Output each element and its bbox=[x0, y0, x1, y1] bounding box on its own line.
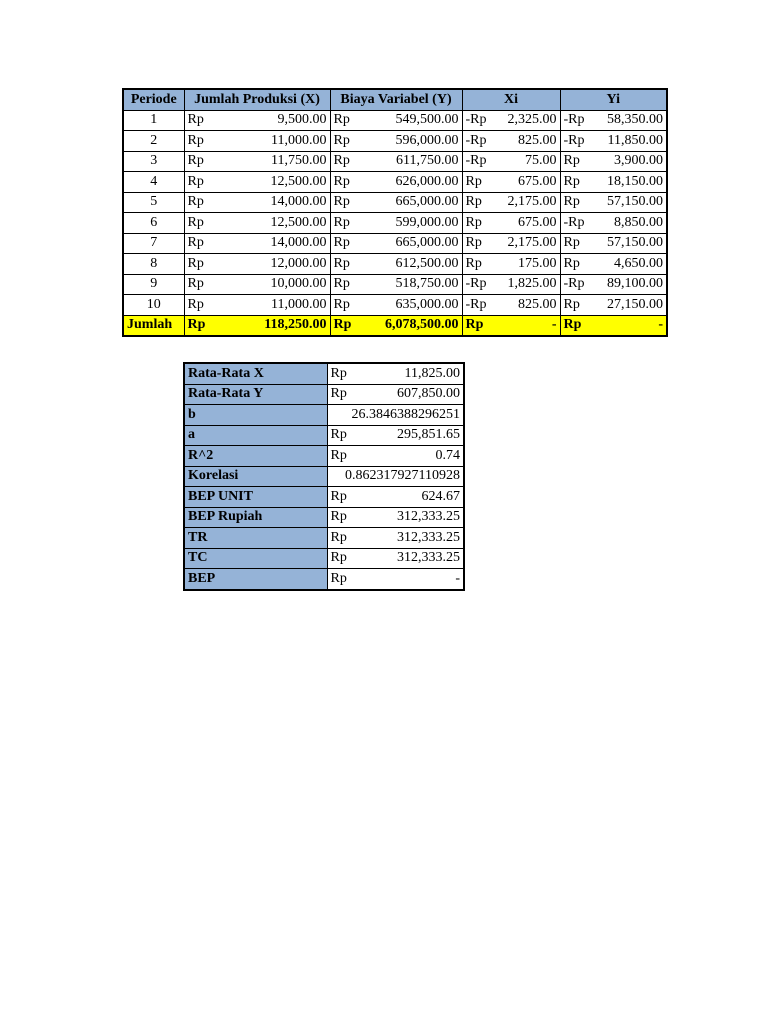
cell-xi-cur: Rp bbox=[462, 172, 492, 193]
cell-y-val: 549,500.00 bbox=[358, 110, 462, 131]
cell-y-val: 665,000.00 bbox=[358, 233, 462, 254]
summary-currency: Rp bbox=[327, 425, 357, 446]
cell-y-cur: Rp bbox=[330, 295, 358, 316]
cell-x-cur: Rp bbox=[184, 131, 212, 152]
summary-row bbox=[184, 425, 464, 446]
summary-currency: Rp bbox=[327, 363, 357, 384]
table-row bbox=[123, 254, 667, 275]
cell-yi-val: 27,150.00 bbox=[590, 295, 667, 316]
table-row bbox=[123, 213, 667, 234]
summary-currency: Rp bbox=[327, 507, 357, 528]
cell-xi-val: 2,175.00 bbox=[492, 192, 560, 213]
header-periode: Periode bbox=[123, 89, 184, 110]
summary-currency: Rp bbox=[327, 446, 357, 467]
total-x-cur: Rp bbox=[184, 315, 212, 336]
header-biaya-variabel: Biaya Variabel (Y) bbox=[330, 89, 462, 110]
summary-label: Rata-Rata X bbox=[184, 363, 327, 384]
summary-value: 312,333.25 bbox=[357, 528, 464, 549]
cell-xi-cur: -Rp bbox=[462, 110, 492, 131]
cell-xi-cur: Rp bbox=[462, 192, 492, 213]
summary-label: BEP Rupiah bbox=[184, 507, 327, 528]
cell-yi-cur: Rp bbox=[560, 233, 590, 254]
cell-xi-cur: -Rp bbox=[462, 151, 492, 172]
total-label: Jumlah bbox=[123, 315, 184, 336]
summary-row bbox=[184, 384, 464, 405]
cell-x-cur: Rp bbox=[184, 254, 212, 275]
cell-x-cur: Rp bbox=[184, 192, 212, 213]
cell-yi-val: 8,850.00 bbox=[590, 213, 667, 234]
summary-value: 0.74 bbox=[357, 446, 464, 467]
summary-row bbox=[184, 446, 464, 467]
summary-currency: Rp bbox=[327, 487, 357, 508]
header-xi: Xi bbox=[462, 89, 560, 110]
summary-body bbox=[184, 363, 464, 590]
summary-value: 295,851.65 bbox=[357, 425, 464, 446]
summary-label: TC bbox=[184, 548, 327, 569]
cell-xi-val: 2,325.00 bbox=[492, 110, 560, 131]
summary-table bbox=[183, 362, 465, 591]
cell-periode: 9 bbox=[123, 274, 184, 295]
total-row bbox=[123, 315, 667, 336]
total-yi-val: - bbox=[590, 315, 667, 336]
cell-yi-val: 89,100.00 bbox=[590, 274, 667, 295]
cell-x-val: 12,500.00 bbox=[212, 172, 330, 193]
table-body bbox=[123, 110, 667, 336]
cell-y-cur: Rp bbox=[330, 172, 358, 193]
cell-y-val: 635,000.00 bbox=[358, 295, 462, 316]
header-jumlah-produksi: Jumlah Produksi (X) bbox=[184, 89, 330, 110]
summary-label: BEP bbox=[184, 569, 327, 590]
cell-y-cur: Rp bbox=[330, 151, 358, 172]
cell-yi-cur: Rp bbox=[560, 192, 590, 213]
cell-y-cur: Rp bbox=[330, 131, 358, 152]
cell-xi-cur: -Rp bbox=[462, 131, 492, 152]
table-row bbox=[123, 233, 667, 254]
table-row bbox=[123, 110, 667, 131]
cell-xi-val: 825.00 bbox=[492, 295, 560, 316]
summary-currency: Rp bbox=[327, 528, 357, 549]
cell-periode: 10 bbox=[123, 295, 184, 316]
cell-yi-cur: -Rp bbox=[560, 274, 590, 295]
header-yi: Yi bbox=[560, 89, 667, 110]
cell-yi-cur: -Rp bbox=[560, 213, 590, 234]
cell-x-cur: Rp bbox=[184, 295, 212, 316]
summary-label: Korelasi bbox=[184, 466, 327, 487]
cell-yi-val: 4,650.00 bbox=[590, 254, 667, 275]
cell-x-val: 10,000.00 bbox=[212, 274, 330, 295]
cell-y-val: 626,000.00 bbox=[358, 172, 462, 193]
summary-label: R^2 bbox=[184, 446, 327, 467]
cell-yi-cur: -Rp bbox=[560, 131, 590, 152]
table-row bbox=[123, 295, 667, 316]
summary-label: b bbox=[184, 405, 327, 426]
cell-x-val: 12,500.00 bbox=[212, 213, 330, 234]
cell-periode: 7 bbox=[123, 233, 184, 254]
table-row bbox=[123, 151, 667, 172]
summary-row bbox=[184, 548, 464, 569]
summary-row bbox=[184, 569, 464, 590]
cell-periode: 8 bbox=[123, 254, 184, 275]
cell-x-cur: Rp bbox=[184, 172, 212, 193]
cell-x-val: 14,000.00 bbox=[212, 233, 330, 254]
summary-value: 0.862317927110928 bbox=[327, 466, 464, 487]
table-row bbox=[123, 172, 667, 193]
total-xi-cur: Rp bbox=[462, 315, 492, 336]
cell-y-cur: Rp bbox=[330, 213, 358, 234]
summary-value: 11,825.00 bbox=[357, 363, 464, 384]
cell-xi-val: 825.00 bbox=[492, 131, 560, 152]
regression-data-table bbox=[122, 88, 668, 337]
cell-y-cur: Rp bbox=[330, 233, 358, 254]
cell-xi-val: 675.00 bbox=[492, 213, 560, 234]
cell-xi-val: 75.00 bbox=[492, 151, 560, 172]
cell-yi-val: 58,350.00 bbox=[590, 110, 667, 131]
cell-yi-cur: Rp bbox=[560, 172, 590, 193]
total-y-val: 6,078,500.00 bbox=[358, 315, 462, 336]
cell-x-val: 11,000.00 bbox=[212, 295, 330, 316]
cell-yi-val: 3,900.00 bbox=[590, 151, 667, 172]
cell-xi-val: 675.00 bbox=[492, 172, 560, 193]
cell-x-val: 9,500.00 bbox=[212, 110, 330, 131]
cell-yi-cur: -Rp bbox=[560, 110, 590, 131]
summary-value: 26.3846388296251 bbox=[327, 405, 464, 426]
summary-row bbox=[184, 487, 464, 508]
cell-periode: 3 bbox=[123, 151, 184, 172]
summary-row bbox=[184, 363, 464, 384]
summary-label: Rata-Rata Y bbox=[184, 384, 327, 405]
cell-x-val: 12,000.00 bbox=[212, 254, 330, 275]
cell-y-val: 612,500.00 bbox=[358, 254, 462, 275]
cell-yi-cur: Rp bbox=[560, 254, 590, 275]
cell-xi-cur: Rp bbox=[462, 213, 492, 234]
total-y-cur: Rp bbox=[330, 315, 358, 336]
table-row bbox=[123, 131, 667, 152]
cell-periode: 4 bbox=[123, 172, 184, 193]
summary-value: 312,333.25 bbox=[357, 548, 464, 569]
cell-y-val: 599,000.00 bbox=[358, 213, 462, 234]
cell-yi-val: 18,150.00 bbox=[590, 172, 667, 193]
summary-currency: Rp bbox=[327, 548, 357, 569]
cell-y-cur: Rp bbox=[330, 110, 358, 131]
cell-y-val: 665,000.00 bbox=[358, 192, 462, 213]
cell-xi-cur: Rp bbox=[462, 233, 492, 254]
summary-label: a bbox=[184, 425, 327, 446]
summary-row bbox=[184, 405, 464, 426]
cell-x-val: 11,750.00 bbox=[212, 151, 330, 172]
cell-x-cur: Rp bbox=[184, 151, 212, 172]
summary-label: BEP UNIT bbox=[184, 487, 327, 508]
cell-x-cur: Rp bbox=[184, 213, 212, 234]
cell-x-cur: Rp bbox=[184, 233, 212, 254]
cell-y-cur: Rp bbox=[330, 274, 358, 295]
total-x-val: 118,250.00 bbox=[212, 315, 330, 336]
summary-label: TR bbox=[184, 528, 327, 549]
cell-xi-val: 2,175.00 bbox=[492, 233, 560, 254]
cell-y-val: 596,000.00 bbox=[358, 131, 462, 152]
total-yi-cur: Rp bbox=[560, 315, 590, 336]
cell-yi-val: 57,150.00 bbox=[590, 233, 667, 254]
cell-y-cur: Rp bbox=[330, 254, 358, 275]
cell-xi-val: 1,825.00 bbox=[492, 274, 560, 295]
cell-xi-cur: Rp bbox=[462, 254, 492, 275]
cell-periode: 1 bbox=[123, 110, 184, 131]
summary-value: 624.67 bbox=[357, 487, 464, 508]
total-xi-val: - bbox=[492, 315, 560, 336]
summary-row bbox=[184, 466, 464, 487]
cell-periode: 2 bbox=[123, 131, 184, 152]
cell-x-val: 11,000.00 bbox=[212, 131, 330, 152]
cell-yi-cur: Rp bbox=[560, 151, 590, 172]
table-row bbox=[123, 192, 667, 213]
cell-periode: 6 bbox=[123, 213, 184, 234]
cell-xi-cur: -Rp bbox=[462, 274, 492, 295]
cell-x-cur: Rp bbox=[184, 110, 212, 131]
summary-currency: Rp bbox=[327, 569, 357, 590]
summary-value: 607,850.00 bbox=[357, 384, 464, 405]
cell-yi-val: 11,850.00 bbox=[590, 131, 667, 152]
summary-currency: Rp bbox=[327, 384, 357, 405]
cell-yi-val: 57,150.00 bbox=[590, 192, 667, 213]
cell-y-val: 611,750.00 bbox=[358, 151, 462, 172]
summary-value: - bbox=[357, 569, 464, 590]
cell-periode: 5 bbox=[123, 192, 184, 213]
summary-value: 312,333.25 bbox=[357, 507, 464, 528]
cell-xi-val: 175.00 bbox=[492, 254, 560, 275]
summary-row bbox=[184, 528, 464, 549]
cell-y-val: 518,750.00 bbox=[358, 274, 462, 295]
cell-x-cur: Rp bbox=[184, 274, 212, 295]
cell-xi-cur: -Rp bbox=[462, 295, 492, 316]
summary-row bbox=[184, 507, 464, 528]
cell-x-val: 14,000.00 bbox=[212, 192, 330, 213]
cell-yi-cur: Rp bbox=[560, 295, 590, 316]
table-row bbox=[123, 274, 667, 295]
cell-y-cur: Rp bbox=[330, 192, 358, 213]
header-row bbox=[123, 89, 667, 110]
